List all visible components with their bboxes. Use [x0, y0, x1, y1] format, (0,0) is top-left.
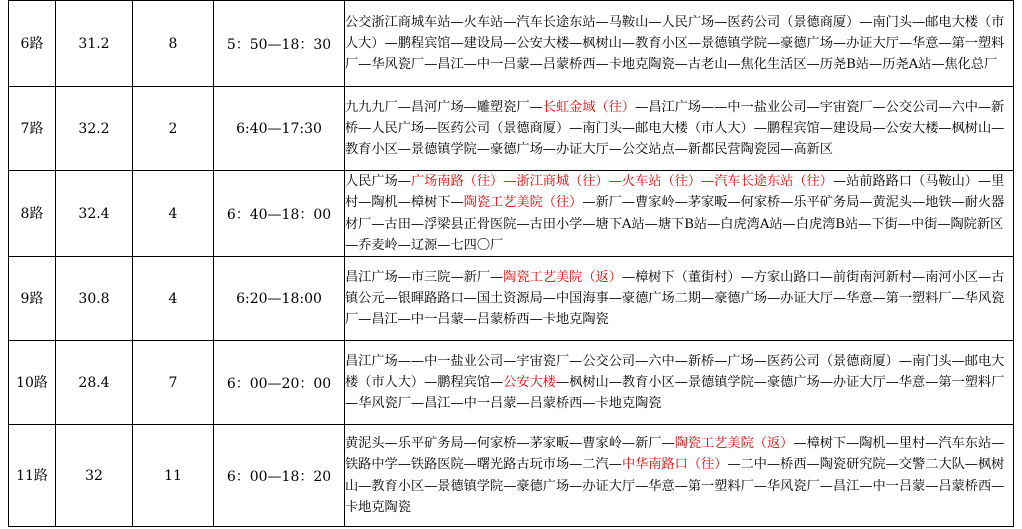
route-number-cell	[9, 1, 56, 87]
stops-cell	[345, 1, 1014, 87]
route-number: 9路	[20, 290, 44, 307]
route-length-cell: 32.4	[56, 171, 133, 257]
highlighted-stop-segment: 陶瓷工艺美院（返）	[674, 436, 794, 452]
highlighted-stop-segment: 陶瓷工艺美院（往）	[463, 195, 583, 211]
vehicle-count-cell: 8	[133, 1, 214, 87]
stop-segment: 人民广场—	[345, 174, 411, 189]
stop-segment: —樟树下（董街村）—方家山路口—前街南河新村—南河小区—古镇公元—银暉路路口—国土资源局—中国海事—豪德广场二期—豪德广场—办证大厅—华意—第一塑料厂—华风瓷厂—昌江—中一吕蒙—吕蒙桥西—卡地克陶瓷	[345, 269, 1005, 328]
service-hours-cell: 6：40—18：00	[214, 171, 345, 257]
route-number-cell	[9, 425, 56, 527]
stops-cell	[345, 171, 1014, 257]
vehicle-count-cell: 4	[133, 171, 214, 257]
table-row	[9, 425, 1014, 527]
highlighted-stop-segment: 陶瓷工艺美院（返）	[503, 269, 622, 285]
route-number: 10路	[16, 374, 48, 391]
stop-segment: —二中—桥西—陶瓷研究院—交警二大队—枫树山—教育小区—景德镇学院—豪德广场—办证大厅—华意—第一塑料厂—华风瓷厂—昌江—中一吕蒙—吕蒙桥西—卡地克陶瓷	[345, 457, 1005, 515]
route-length-cell: 31.2	[56, 1, 133, 87]
vehicle-count-cell: 2	[133, 87, 214, 171]
service-hours-cell: 5：50—18：30	[214, 1, 345, 87]
table-row	[9, 171, 1014, 257]
stop-segment: —站前路路口（马鞍山）—里村—陶机—樟树下—	[345, 174, 1005, 211]
stop-segment: 九九九厂—昌河广场—雕塑瓷厂—	[345, 99, 543, 115]
route-number: 11路	[16, 467, 48, 484]
stops-cell	[345, 341, 1014, 425]
table-row	[9, 1, 1014, 87]
vehicle-count-cell: 11	[133, 425, 214, 527]
route-table-body	[9, 1, 1014, 527]
stop-segment: 昌江广场——中一盐业公司—宇宙瓷厂—公交公司—六中—新桥—广场—医药公司（景德商厦）—南门头—邮电大楼（市人大）—鹏程宾馆—	[345, 353, 1005, 391]
route-number: 8路	[20, 205, 44, 222]
route-number-cell	[9, 257, 56, 341]
highlighted-stop-segment: 中华南路口（往）	[621, 457, 728, 473]
route-table-wrapper	[8, 0, 1014, 527]
route-length-cell: 32	[56, 425, 133, 527]
route-number-cell	[9, 341, 56, 425]
route-number: 7路	[20, 120, 44, 137]
stops-cell	[345, 87, 1014, 171]
vehicle-count-cell: 4	[133, 257, 214, 341]
route-length-cell: 32.2	[56, 87, 133, 171]
stop-segment: —新厂—曹家岭—茅家畈—何家桥—乐平矿务局—黄泥头—地铁—耐火器材厂—古田—浮梁县正骨医院—古田小学—塘下A站—塘下B站—白虎湾A站—白虎湾B站—下街—中街—陶院新区—乔麦岭—辽源—七四〇厂	[345, 195, 1005, 253]
route-length-cell: 28.4	[56, 341, 133, 425]
stops-cell	[345, 425, 1014, 527]
table-row	[9, 257, 1014, 341]
route-number-cell	[9, 87, 56, 171]
stop-segment: 黄泥头—乐平矿务局—何家桥—茅家畈—曹家岭—新厂—	[345, 436, 675, 452]
vehicle-count-cell: 7	[133, 341, 214, 425]
stop-segment: —樟树下—陶机—里村—汽车东站—铁路中学—铁路医院—曙光路古玩市场—二汽—	[345, 436, 1005, 473]
stop-segment: 公交浙江商城车站—火车站—汽车长途东站—马鞍山—人民广场—医药公司（景德商厦）—南门头—邮电大楼（市人大）—鹏程宾馆—建设局—公安大楼—枫树山—教育小区—景德镇学院—豪德广场—办证大厅—华意—第一塑料厂—华风瓷厂—昌江—中一吕蒙—吕蒙桥西—卡地克陶瓷—古老山—焦化生活区—历尧B站—历尧A站—焦化总厂	[345, 14, 1005, 73]
stop-segment: 昌江广场—市三院—新厂—	[345, 269, 504, 285]
stops-cell	[345, 257, 1014, 341]
bus-route-table	[8, 0, 1014, 527]
route-length-cell: 30.8	[56, 257, 133, 341]
highlighted-stop-segment: 广场南路（往）—浙江商城（往）—火车站（往）—汽车长途东站（往）	[410, 174, 833, 189]
highlighted-stop-segment: 长虹金域（往）	[542, 99, 636, 115]
service-hours-cell: 6：00—20：00	[214, 341, 345, 425]
route-number: 6路	[20, 35, 44, 52]
stop-segment: —昌江广场——中一盐业公司—宇宙瓷厂—公交公司—六中—新桥—人民广场—医药公司（景德商厦）—南门头—邮电大楼（市人大）—鹏程宾馆—建设局—公安大楼—枫树山—教育小区—景德镇学院—豪德广场—办证大厅—公交站点—新都民营陶瓷园—高新区	[345, 99, 1005, 158]
highlighted-stop-segment: 公安大楼	[503, 375, 556, 391]
table-row	[9, 341, 1014, 425]
service-hours-cell: 6:40—17:30	[214, 87, 345, 171]
table-row	[9, 87, 1014, 171]
route-number-cell	[9, 171, 56, 257]
service-hours-cell: 6:20—18:00	[214, 257, 345, 341]
stop-segment: —枫树山—教育小区—景德镇学院—豪德广场—办证大厅—华意—第一塑料厂—华风瓷厂—昌江—中一吕蒙—吕蒙桥西—卡地克陶瓷	[345, 375, 1005, 412]
service-hours-cell: 6：00—18：20	[214, 425, 345, 527]
